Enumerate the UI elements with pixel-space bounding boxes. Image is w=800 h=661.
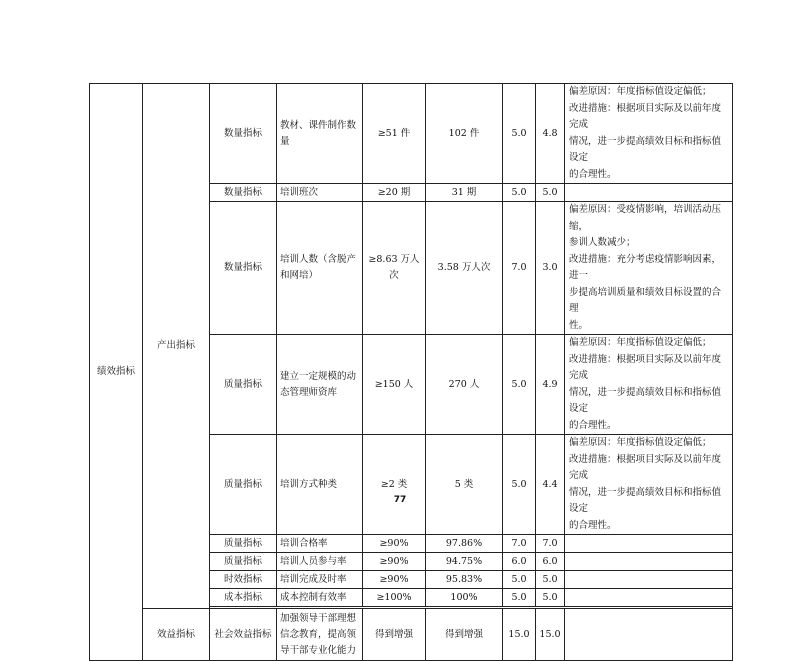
deviation-note — [565, 184, 733, 202]
weight-value: 5.0 — [503, 184, 536, 202]
actual-value: 270 人 — [426, 335, 503, 435]
deviation-note: 偏差原因：年度指标值设定偏低； 改进措施：根据项目实际及以前年度完成 情况，进一步提高绩效目标和指标值设定 的合理性。 — [565, 335, 733, 435]
table-row — [90, 84, 733, 184]
score-value: 5.0 — [536, 571, 565, 589]
score-value: 6.0 — [536, 553, 565, 571]
output-indicator-cell: 产出指标 — [143, 84, 210, 609]
indicator-name: 培训人员参与率 — [277, 553, 363, 571]
deviation-note: 偏差原因：年度指标值设定偏低； 改进措施：根据项目实际及以前年度完成 情况，进一步提高绩效目标和指标值设定 的合理性。 — [565, 84, 733, 184]
indicator-name: 成本控制有效率 — [277, 589, 363, 607]
actual-value: 95.83% — [426, 571, 503, 589]
score-value: 3.0 — [536, 202, 565, 335]
actual-value: 97.86% — [426, 535, 503, 553]
weight-value: 15.0 — [503, 609, 536, 661]
benefit-indicator-cell: 效益指标 — [143, 609, 210, 661]
indicator-type: 质量指标 — [210, 535, 277, 553]
actual-value: 得到增强 — [426, 609, 503, 661]
weight-value: 5.0 — [503, 84, 536, 184]
score-value: 5.0 — [536, 589, 565, 607]
deviation-note — [565, 571, 733, 589]
weight-value: 5.0 — [503, 571, 536, 589]
actual-value: 3.58 万人次 — [426, 202, 503, 335]
weight-value: 5.0 — [503, 335, 536, 435]
table-row — [90, 609, 733, 661]
target-value: ≥150 人 — [363, 335, 426, 435]
indicator-type: 数量指标 — [210, 202, 277, 335]
actual-value: 5 类 — [426, 435, 503, 535]
score-value: 5.0 — [536, 184, 565, 202]
deviation-note — [565, 589, 733, 607]
indicator-name: 教材、课件制作数量 — [277, 84, 363, 184]
actual-value: 102 件 — [426, 84, 503, 184]
actual-value: 100% — [426, 589, 503, 607]
score-value: 15.0 — [536, 609, 565, 661]
indicator-type: 质量指标 — [210, 553, 277, 571]
weight-value: 5.0 — [503, 589, 536, 607]
indicator-type: 质量指标 — [210, 435, 277, 535]
indicator-name: 培训人数（含脱产和网培） — [277, 202, 363, 335]
deviation-note: 偏差原因：年度指标值设定偏低； 改进措施：根据项目实际及以前年度完成 情况，进一步提高绩效目标和指标值设定 的合理性。 — [565, 435, 733, 535]
score-value: 4.8 — [536, 84, 565, 184]
indicator-type: 时效指标 — [210, 571, 277, 589]
weight-value: 5.0 — [503, 435, 536, 535]
weight-value: 7.0 — [503, 202, 536, 335]
indicator-type: 质量指标 — [210, 335, 277, 435]
target-value: ≥90% — [363, 553, 426, 571]
target-value: ≥51 件 — [363, 84, 426, 184]
indicator-name: 培训班次 — [277, 184, 363, 202]
target-value: ≥2 类 — [363, 435, 426, 535]
target-value: ≥100% — [363, 589, 426, 607]
target-value: 得到增强 — [363, 609, 426, 661]
deviation-note — [565, 535, 733, 553]
weight-value: 6.0 — [503, 553, 536, 571]
actual-value: 94.75% — [426, 553, 503, 571]
score-value: 7.0 — [536, 535, 565, 553]
target-value: ≥90% — [363, 535, 426, 553]
target-value: ≥90% — [363, 571, 426, 589]
deviation-note — [565, 553, 733, 571]
target-value: ≥20 期 — [363, 184, 426, 202]
deviation-note — [565, 609, 733, 661]
actual-value: 31 期 — [426, 184, 503, 202]
indicator-type: 成本指标 — [210, 589, 277, 607]
page-number: 77 — [393, 495, 407, 505]
indicator-name: 培训完成及时率 — [277, 571, 363, 589]
indicator-name: 建立一定规模的动态管理师资库 — [277, 335, 363, 435]
indicator-name: 培训合格率 — [277, 535, 363, 553]
deviation-note: 偏差原因：受疫情影响，培训活动压缩， 参训人数减少； 改进措施：充分考虑疫情影响因素，进一 步提高培训质量和绩效目标设置的合理 性。 — [565, 202, 733, 335]
indicator-name: 培训方式种类 — [277, 435, 363, 535]
level1-cell: 绩效指标 — [90, 84, 143, 661]
weight-value: 7.0 — [503, 535, 536, 553]
score-value: 4.9 — [536, 335, 565, 435]
indicator-name: 加强领导干部理想信念教育，提高领导干部专业化能力 — [277, 609, 363, 661]
performance-table — [89, 83, 733, 661]
score-value: 4.4 — [536, 435, 565, 535]
indicator-type: 数量指标 — [210, 184, 277, 202]
indicator-type: 社会效益指标 — [210, 609, 277, 661]
target-value: ≥8.63 万人次 — [363, 202, 426, 335]
indicator-type: 数量指标 — [210, 84, 277, 184]
